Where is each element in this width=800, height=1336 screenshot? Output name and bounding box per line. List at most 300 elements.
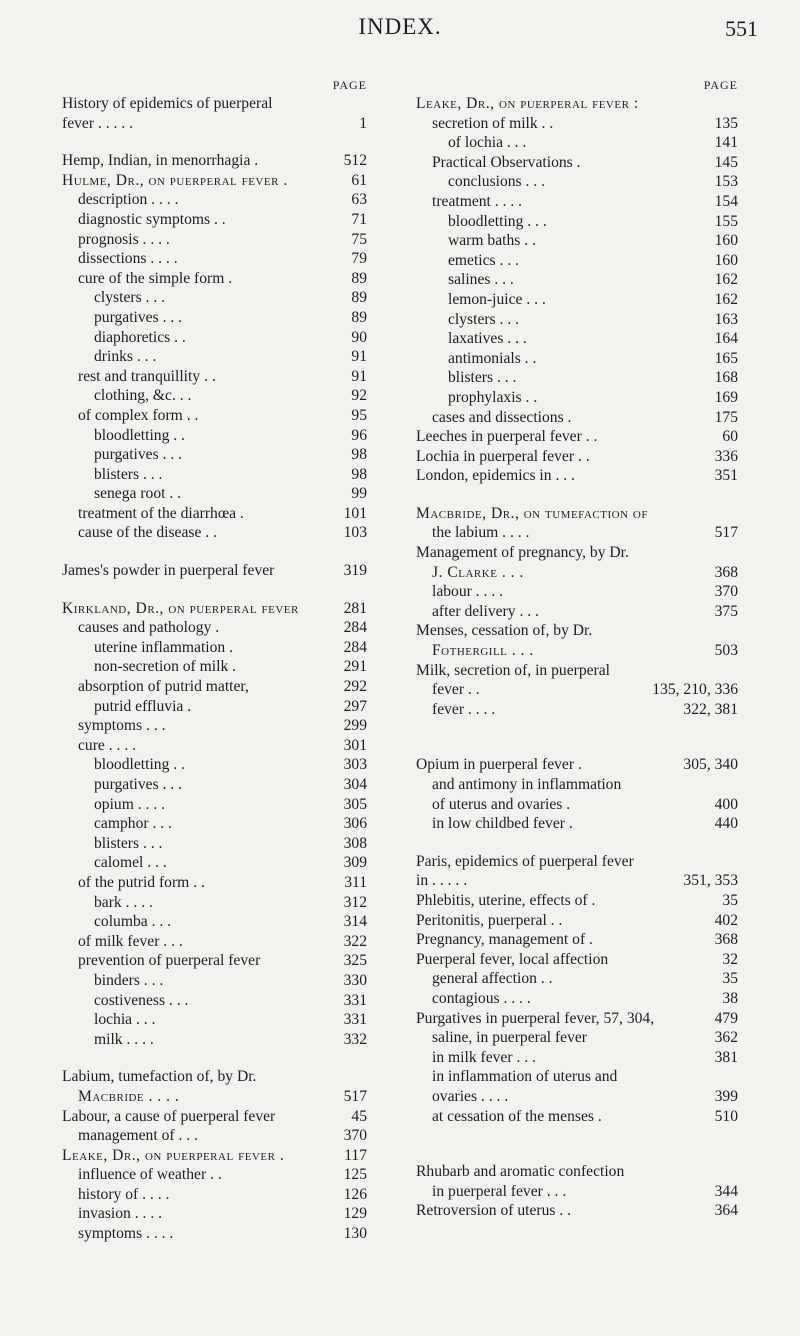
- entry-page-ref: 301: [343, 736, 367, 754]
- entry-text: bloodletting . .: [94, 426, 185, 444]
- index-entry: [62, 971, 367, 991]
- index-entry: [62, 853, 367, 873]
- entry-page-ref: 322: [343, 932, 367, 950]
- entry-text: cure of the simple form .: [78, 269, 233, 287]
- entry-text: opium . . . .: [94, 795, 166, 813]
- entry-text: symptoms . . .: [78, 717, 166, 735]
- entry-text: bloodletting . . .: [448, 212, 547, 230]
- entry-page-ref: 32: [722, 950, 738, 968]
- index-entry: [416, 1028, 738, 1048]
- entry-text: Macbride . . . .: [78, 1087, 180, 1105]
- entry-text: blisters . . .: [94, 834, 163, 852]
- entry-text: dissections . . . .: [78, 250, 178, 268]
- entry-page-ref: 503: [714, 642, 738, 660]
- entry-text: binders . . .: [94, 971, 164, 989]
- index-entry: [416, 755, 738, 775]
- index-entry: [62, 893, 367, 913]
- entry-page-ref: 364: [714, 1202, 738, 1220]
- entry-page-ref: 96: [351, 426, 367, 444]
- index-entry: [62, 269, 367, 289]
- entry-page-ref: 370: [714, 583, 738, 601]
- entry-text: Phlebitis, uterine, effects of .: [416, 891, 596, 909]
- entry-page-ref: 351, 353: [683, 872, 738, 890]
- index-entry: [416, 153, 738, 173]
- index-entry: [416, 641, 738, 661]
- entry-page-ref: 362: [714, 1029, 738, 1047]
- entry-text: bloodletting . .: [94, 756, 185, 774]
- entry-text: in low childbed fever .: [432, 815, 573, 833]
- index-entry: [62, 484, 367, 504]
- index-entry: [62, 288, 367, 308]
- index-entry: [416, 950, 738, 970]
- entry-page-ref: 331: [343, 991, 367, 1009]
- entry-page-ref: 319: [343, 562, 367, 580]
- entry-page-ref: 314: [343, 913, 367, 931]
- entry-text: in . . . . .: [416, 872, 468, 890]
- entry-page-ref: 332: [343, 1030, 367, 1048]
- entry-page-ref: 351: [714, 467, 738, 485]
- index-entry: [416, 427, 738, 447]
- index-entry: [62, 561, 367, 581]
- entry-text: cause of the disease . .: [78, 524, 217, 542]
- index-entry: [62, 190, 367, 210]
- entry-page-ref: 135, 210, 336: [652, 681, 738, 699]
- entry-text: treatment of the diarrhœa .: [78, 504, 244, 522]
- entry-text: non-secretion of milk .: [94, 658, 237, 676]
- index-entry: [416, 368, 738, 388]
- entry-text: Opium in puerperal fever .: [416, 756, 582, 774]
- index-entry: [62, 1010, 367, 1030]
- index-entry: [62, 171, 367, 191]
- entry-text: Kirkland, Dr., on puerperal fever: [62, 599, 299, 617]
- entry-page-ref: 141: [714, 134, 738, 152]
- index-entry: [416, 1067, 738, 1087]
- index-entry: [416, 543, 738, 563]
- index-entry: [62, 210, 367, 230]
- entry-text: and antimony in inflammation: [432, 776, 622, 793]
- entry-page-ref: 71: [351, 210, 367, 228]
- entry-text: purgatives . . .: [94, 776, 183, 793]
- entry-text: rest and tranquillity . .: [78, 367, 216, 385]
- entry-page-ref: 303: [343, 756, 367, 774]
- entry-text: cure . . . .: [78, 736, 137, 754]
- entry-text: costiveness . . .: [94, 991, 189, 1009]
- entry-text: of the putrid form . .: [78, 873, 205, 891]
- entry-text: blisters . . .: [94, 465, 163, 483]
- running-title: INDEX.: [358, 14, 442, 39]
- entry-page-ref: 89: [351, 289, 367, 307]
- page-column-label: PAGE: [332, 78, 367, 92]
- entry-text: fever . . . .: [432, 700, 496, 718]
- entry-text: Retroversion of uterus . .: [416, 1202, 572, 1220]
- index-entry: [416, 1009, 738, 1029]
- index-entry: [416, 700, 738, 720]
- index-entry: [416, 114, 738, 134]
- index-entry: [62, 308, 367, 328]
- entry-text: conclusions . . .: [448, 173, 546, 191]
- index-entry: [62, 426, 367, 446]
- index-entry: [416, 814, 738, 834]
- index-entry: [416, 621, 738, 641]
- entry-page-ref: 63: [351, 191, 367, 209]
- entry-page-ref: 399: [714, 1087, 738, 1105]
- entry-spacer: [416, 834, 738, 852]
- entry-text: purgatives . . .: [94, 308, 183, 326]
- entry-page-ref: 330: [343, 971, 367, 989]
- entry-page-ref: 322, 381: [683, 700, 738, 718]
- index-entry: [62, 991, 367, 1011]
- entry-text: Menses, cessation of, by Dr.: [416, 622, 593, 640]
- index-entry: [62, 657, 367, 677]
- entry-page-ref: 160: [714, 232, 738, 250]
- entry-page-ref: 284: [343, 638, 367, 656]
- entry-page-ref: 306: [343, 815, 367, 833]
- entry-page-ref: 91: [351, 348, 367, 366]
- index-entry: [62, 599, 367, 619]
- index-entry: [62, 1087, 367, 1107]
- entry-page-ref: 103: [343, 524, 367, 542]
- index-entry: [416, 1162, 738, 1182]
- entry-page-ref: 145: [714, 153, 738, 171]
- index-entry: [62, 386, 367, 406]
- index-entry: [416, 1107, 738, 1127]
- entry-page-ref: 164: [714, 330, 738, 348]
- entry-text: History of epidemics of puerperal: [62, 95, 273, 112]
- index-entry: [416, 94, 738, 114]
- index-entry: [416, 1201, 738, 1221]
- index-entry: [416, 231, 738, 251]
- entry-text: emetics . . .: [448, 251, 520, 269]
- page-column-label: PAGE: [703, 78, 738, 92]
- index-column-left: [62, 78, 367, 1244]
- page-number: 551: [725, 16, 758, 41]
- entry-text: lemon-juice . . .: [448, 290, 546, 308]
- entry-text: J. Clarke . . .: [432, 563, 524, 581]
- index-entry: [62, 775, 367, 795]
- index-entry: [416, 349, 738, 369]
- entry-page-ref: 291: [343, 658, 367, 676]
- entry-page-ref: 153: [714, 173, 738, 191]
- entry-text: Labour, a cause of puerperal fever: [62, 1107, 276, 1125]
- index-entry: [62, 1185, 367, 1205]
- entry-text: camphor . . .: [94, 815, 172, 833]
- entry-page-ref: 336: [714, 447, 738, 465]
- entry-text: Rhubarb and aromatic confection: [416, 1163, 625, 1181]
- index-entry: [62, 367, 367, 387]
- entry-text: prophylaxis . .: [448, 388, 538, 406]
- entry-page-ref: 402: [714, 911, 738, 929]
- entry-page-ref: 61: [351, 171, 367, 189]
- entry-page-ref: 35: [722, 970, 738, 988]
- entry-text: secretion of milk . .: [432, 114, 554, 132]
- index-entry: [416, 388, 738, 408]
- entry-text: invasion . . . .: [78, 1205, 163, 1223]
- entry-page-ref: 125: [343, 1166, 367, 1184]
- entry-text: Peritonitis, puerperal . .: [416, 911, 563, 929]
- index-entry: [416, 192, 738, 212]
- entry-page-ref: 400: [714, 795, 738, 813]
- index-entry: [62, 114, 367, 134]
- entry-text: history of . . . .: [78, 1185, 170, 1203]
- index-entry: [62, 932, 367, 952]
- entry-spacer: [416, 719, 738, 737]
- entry-page-ref: 299: [343, 717, 367, 735]
- index-entry: [62, 406, 367, 426]
- index-entry: [416, 329, 738, 349]
- entry-page-ref: 325: [343, 952, 367, 970]
- entry-text: the labium . . . .: [432, 524, 530, 542]
- entry-page-ref: 129: [343, 1205, 367, 1223]
- index-entry: [62, 328, 367, 348]
- entry-page-ref: 130: [343, 1225, 367, 1243]
- index-entry: [416, 930, 738, 950]
- entry-text: treatment . . . .: [432, 192, 523, 210]
- index-entry: [416, 1087, 738, 1107]
- entry-page-ref: 45: [351, 1107, 367, 1125]
- index-entry: [62, 1107, 367, 1127]
- index-entry: [62, 716, 367, 736]
- entry-text: Leeches in puerperal fever . .: [416, 428, 598, 446]
- index-entry: [62, 1030, 367, 1050]
- index-entry: [416, 795, 738, 815]
- entry-text: general affection . .: [432, 970, 553, 988]
- entry-text: senega root . .: [94, 485, 182, 503]
- entry-text: clysters . . .: [94, 289, 166, 307]
- entry-text: in puerperal fever . . .: [432, 1182, 567, 1200]
- index-entry: [416, 310, 738, 330]
- index-entry: [416, 1182, 738, 1202]
- entry-page-ref: 117: [344, 1146, 367, 1164]
- entry-text: bark . . . .: [94, 893, 153, 911]
- index-entry: [62, 1165, 367, 1185]
- entry-text: in milk fever . . .: [432, 1048, 536, 1066]
- entry-page-ref: 154: [714, 192, 738, 210]
- index-entry: [416, 969, 738, 989]
- entry-spacer: [62, 581, 367, 599]
- entry-page-ref: 38: [722, 989, 738, 1007]
- index-entry: [416, 251, 738, 271]
- entry-text: Puerperal fever, local affection: [416, 950, 609, 968]
- entry-text: absorption of putrid matter,: [78, 678, 249, 696]
- entry-page-ref: 98: [351, 446, 367, 464]
- entry-text: Pregnancy, management of .: [416, 931, 593, 949]
- index-entry: [62, 873, 367, 893]
- index-entry: [416, 911, 738, 931]
- index-entry: [62, 677, 367, 697]
- index-entry: [62, 1224, 367, 1244]
- entry-page-ref: 284: [343, 619, 367, 637]
- entry-text: Leake, Dr., on puerperal fever .: [62, 1146, 285, 1164]
- index-entry: [416, 1048, 738, 1068]
- entry-text: description . . . .: [78, 191, 179, 209]
- index-entry: [62, 814, 367, 834]
- entry-page-ref: 90: [351, 328, 367, 346]
- entry-page-ref: 101: [343, 504, 367, 522]
- entry-text: labour . . . .: [432, 583, 504, 601]
- index-entry: [62, 504, 367, 524]
- entry-text: clysters . . .: [448, 310, 520, 328]
- index-entry: [62, 951, 367, 971]
- entry-text: Hulme, Dr., on puerperal fever .: [62, 171, 288, 189]
- entry-text: calomel . . .: [94, 854, 167, 872]
- entry-page-ref: 331: [343, 1011, 367, 1029]
- entry-text: James's powder in puerperal fever: [62, 562, 275, 580]
- entry-text: blisters . . .: [448, 369, 517, 387]
- entry-text: milk . . . .: [94, 1030, 154, 1048]
- entry-page-ref: 304: [343, 776, 367, 793]
- entry-text: lochia . . .: [94, 1011, 156, 1029]
- entry-text: diagnostic symptoms . .: [78, 210, 226, 228]
- entry-text: putrid effluvia .: [94, 697, 192, 715]
- entry-text: Leake, Dr., on puerperal fever :: [416, 95, 639, 112]
- index-entry: [62, 736, 367, 756]
- index-entry: [416, 871, 738, 891]
- entry-text: salines . . .: [448, 271, 514, 289]
- index-entry: [416, 563, 738, 583]
- index-entry: [416, 133, 738, 153]
- entry-text: drinks . . .: [94, 348, 157, 366]
- entry-spacer: [62, 1049, 367, 1067]
- entry-page-ref: 440: [714, 815, 738, 833]
- entry-spacer: [416, 1126, 738, 1144]
- entry-page-ref: 1: [359, 114, 367, 132]
- entry-text: influence of weather . .: [78, 1166, 222, 1184]
- index-entry: [62, 230, 367, 250]
- entry-page-ref: 79: [351, 250, 367, 268]
- index-entry: [62, 697, 367, 717]
- entry-text: clothing, &c. . .: [94, 387, 192, 405]
- entry-text: Purgatives in puerperal fever, 57, 304,: [416, 1009, 655, 1027]
- entry-page-ref: 312: [343, 893, 367, 911]
- page-header: [0, 10, 800, 50]
- entry-text: Practical Observations .: [432, 153, 581, 171]
- entry-page-ref: 370: [343, 1127, 367, 1145]
- index-entry: [416, 408, 738, 428]
- index-entry: [62, 755, 367, 775]
- entry-page-ref: 344: [714, 1182, 738, 1200]
- index-entry: [62, 834, 367, 854]
- entry-text: fever . .: [432, 681, 480, 699]
- entry-page-ref: 512: [343, 152, 367, 170]
- index-entry: [62, 465, 367, 485]
- entry-text: warm baths . .: [448, 232, 536, 250]
- index-entry: [416, 891, 738, 911]
- index-entry: [416, 852, 738, 872]
- entry-text: columba . . .: [94, 913, 172, 931]
- index-entry: [62, 249, 367, 269]
- index-entry: [416, 466, 738, 486]
- entry-text: management of . . .: [78, 1127, 198, 1145]
- index-entry: [62, 638, 367, 658]
- entry-spacer: [416, 1144, 738, 1162]
- entry-spacer: [416, 486, 738, 504]
- entry-text: cases and dissections .: [432, 408, 572, 426]
- entry-text: purgatives . . .: [94, 446, 183, 464]
- entry-text: of complex form . .: [78, 406, 199, 424]
- entry-page-ref: 95: [351, 406, 367, 424]
- index-entry: [62, 523, 367, 543]
- entry-text: contagious . . . .: [432, 989, 531, 1007]
- index-entry: [416, 290, 738, 310]
- index-entry: [62, 1146, 367, 1166]
- entry-text: antimonials . .: [448, 349, 537, 367]
- entry-page-ref: 169: [714, 388, 738, 406]
- entry-page-ref: 305, 340: [683, 756, 738, 774]
- entry-page-ref: 517: [714, 524, 738, 542]
- entry-page-ref: 91: [351, 367, 367, 385]
- entry-text: of lochia . . .: [448, 134, 527, 152]
- entry-text: Paris, epidemics of puerperal fever: [416, 852, 634, 870]
- entry-page-ref: 308: [343, 834, 367, 852]
- index-entry: [416, 270, 738, 290]
- entry-text: laxatives . . .: [448, 330, 527, 348]
- index-entry: [416, 661, 738, 681]
- entry-text: causes and pathology .: [78, 619, 220, 637]
- entry-page-ref: 517: [343, 1087, 367, 1105]
- entry-text: uterine inflammation .: [94, 638, 234, 656]
- entry-text: Labium, tumefaction of, by Dr.: [62, 1068, 257, 1086]
- entry-text: diaphoretics . .: [94, 328, 186, 346]
- entry-spacer: [62, 543, 367, 561]
- entry-text: prognosis . . . .: [78, 230, 170, 248]
- entry-page-ref: 92: [351, 387, 367, 405]
- entry-page-ref: 75: [351, 230, 367, 248]
- index-entry: [416, 212, 738, 232]
- entry-text: London, epidemics in . . .: [416, 467, 575, 485]
- index-entry: [62, 94, 367, 114]
- entry-text: in inflammation of uterus and: [432, 1068, 618, 1086]
- index-entry: [416, 582, 738, 602]
- index-entry: [416, 989, 738, 1009]
- entry-page-ref: 60: [722, 428, 738, 446]
- index-entry: [62, 1067, 367, 1087]
- entry-page-ref: 162: [714, 271, 738, 289]
- entry-page-ref: 311: [344, 873, 367, 891]
- entry-page-ref: 126: [343, 1185, 367, 1203]
- index-entry: [62, 1126, 367, 1146]
- entry-page-ref: 98: [351, 465, 367, 483]
- entry-page-ref: 292: [343, 678, 367, 696]
- entry-page-ref: 375: [714, 602, 738, 620]
- entry-text: Fothergill . . .: [432, 642, 534, 660]
- index-entry: [416, 680, 738, 700]
- entry-page-ref: 281: [343, 599, 367, 617]
- entry-text: Hemp, Indian, in menorrhagia .: [62, 152, 259, 170]
- entry-page-ref: 305: [343, 795, 367, 813]
- index-entry: [62, 795, 367, 815]
- entry-text: Lochia in puerperal fever . .: [416, 447, 590, 465]
- entry-spacer: [416, 737, 738, 755]
- entry-page-ref: 168: [714, 369, 738, 387]
- entry-page-ref: 309: [343, 854, 367, 872]
- entry-text: after delivery . . .: [432, 602, 539, 620]
- entry-text: ovaries . . . .: [432, 1087, 509, 1105]
- entry-page-ref: 35: [722, 891, 738, 909]
- entry-page-ref: 381: [714, 1048, 738, 1066]
- index-column-right: [416, 78, 738, 1221]
- entry-text: fever . . . . .: [62, 114, 134, 132]
- index-entry: [62, 151, 367, 171]
- index-entry: [416, 504, 738, 524]
- entry-page-ref: 89: [351, 308, 367, 326]
- index-entry: [62, 912, 367, 932]
- index-entry: [416, 602, 738, 622]
- entry-text: of uterus and ovaries .: [432, 795, 571, 813]
- entry-text: saline, in puerperal fever: [432, 1029, 587, 1047]
- index-entry: [62, 618, 367, 638]
- index-entry: [416, 523, 738, 543]
- entry-page-ref: 165: [714, 349, 738, 367]
